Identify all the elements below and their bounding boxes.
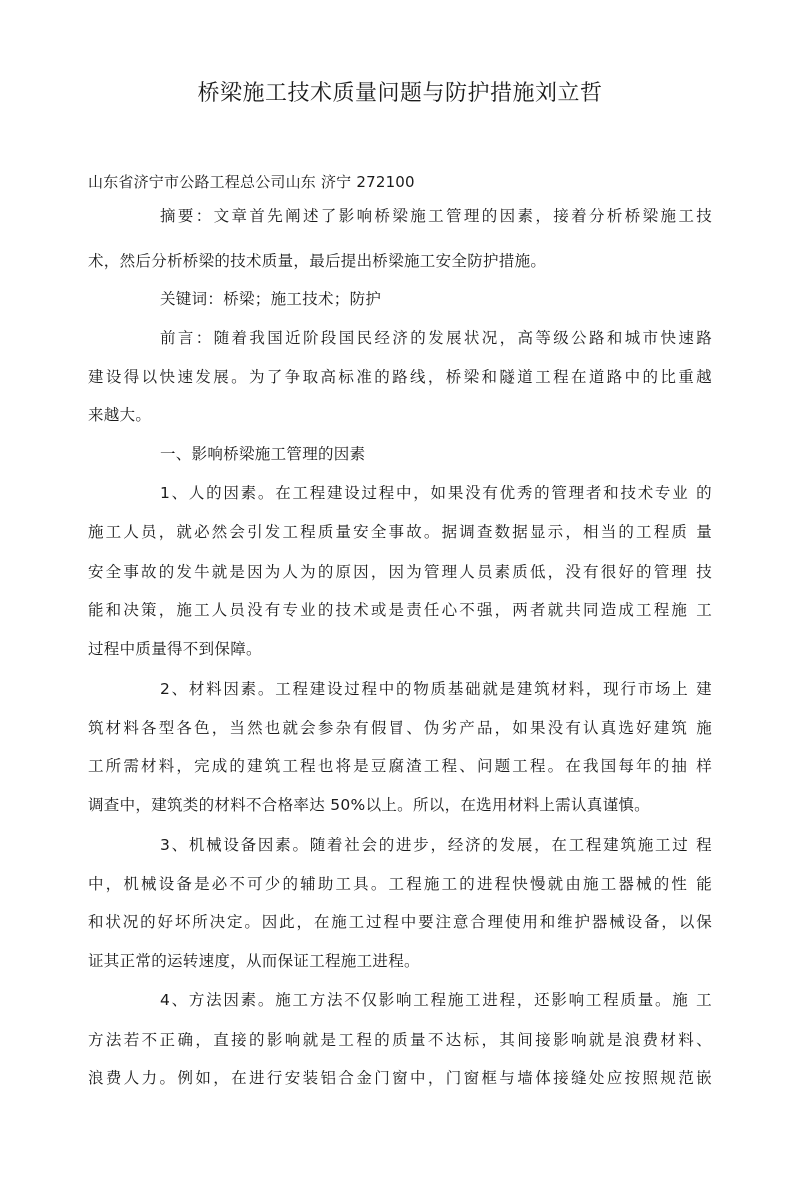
paragraph-line: 筑材料各型各色，当然也就会参杂有假冒、伪劣产品，如果没有认真选好建筑 施 [88,719,712,737]
document-title: 桥梁施工技术质量问题与防护措施刘立哲 [197,81,603,106]
preface-line: 建设得以快速发展。为了争取高标准的路线，桥梁和隧道工程在道路中的比重越 [88,368,712,386]
paragraph-line: 安全事故的发牛就是因为人为的原因，因为管理人员素质低，没有很好的管理 技 [88,563,712,581]
paragraph-line: 证其正常的运转速度，从而保证工程施工进程。 [88,952,420,970]
abstract-line: 术，然后分析桥梁的技术质量，最后提出桥梁施工安全防护措施。 [88,252,547,270]
author-affiliation: 山东省济宁市公路工程总公司山东 济宁 272100 [88,173,415,191]
paragraph-line: 3、机械设备因素。随着社会的进步，经济的发展，在工程建筑施工过 程 [160,836,712,854]
paragraph-line: 过程中质量得不到保障。 [88,640,262,658]
paragraph-line: 中，机械设备是必不可少的辅助工具。工程施工的进程快慢就由施工器械的性 能 [88,875,712,893]
paragraph-line: 和状况的好坏所决定。因此，在施工过程中要注意合理使用和维护器械设备，以保 [88,913,712,931]
paragraph-line: 2、材料因素。工程建设过程中的物质基础就是建筑材料，现行市场上 建 [160,680,712,698]
paragraph-line: 能和决策，施工人员没有专业的技术或是责任心不强，两者就共同造成工程施 工 [88,601,712,619]
section-heading: 一、影响桥梁施工管理的因素 [160,445,366,463]
paragraph-line: 方法若不正确，直接的影响就是工程的质量不达标，其间接影响就是浪费材料、 [88,1031,712,1049]
paragraph-line: 施工人员，就必然会引发工程质量安全事故。据调查数据显示，相当的工程质 量 [88,523,712,541]
preface-line: 前言：随着我国近阶段国民经济的发展状况，高等级公路和城市快速路 [160,329,712,347]
keywords-line: 关键词：桥梁；施工技术；防护 [160,290,382,308]
paragraph-line: 调查中，建筑类的材料不合格率达 50%以上。所以，在选用材料上需认真谨慎。 [88,796,650,814]
paragraph-line: 浪费人力。例如，在进行安装铝合金门窗中，门窗框与墙体接缝处应按照规范嵌 [88,1069,712,1087]
paragraph-line: 1、人的因素。在工程建设过程中，如果没有优秀的管理者和技术专业 的 [160,484,712,502]
paragraph-line: 4、方法因素。施工方法不仅影响工程施工进程，还影响工程质量。施 工 [160,991,712,1009]
abstract-line: 摘要：文章首先阐述了影响桥梁施工管理的因素，接着分析桥梁施工技 [160,207,712,225]
paragraph-line: 工所需材料，完成的建筑工程也将是豆腐渣工程、问题工程。在我国每年的抽 样 [88,757,712,775]
preface-line: 来越大。 [88,406,152,424]
